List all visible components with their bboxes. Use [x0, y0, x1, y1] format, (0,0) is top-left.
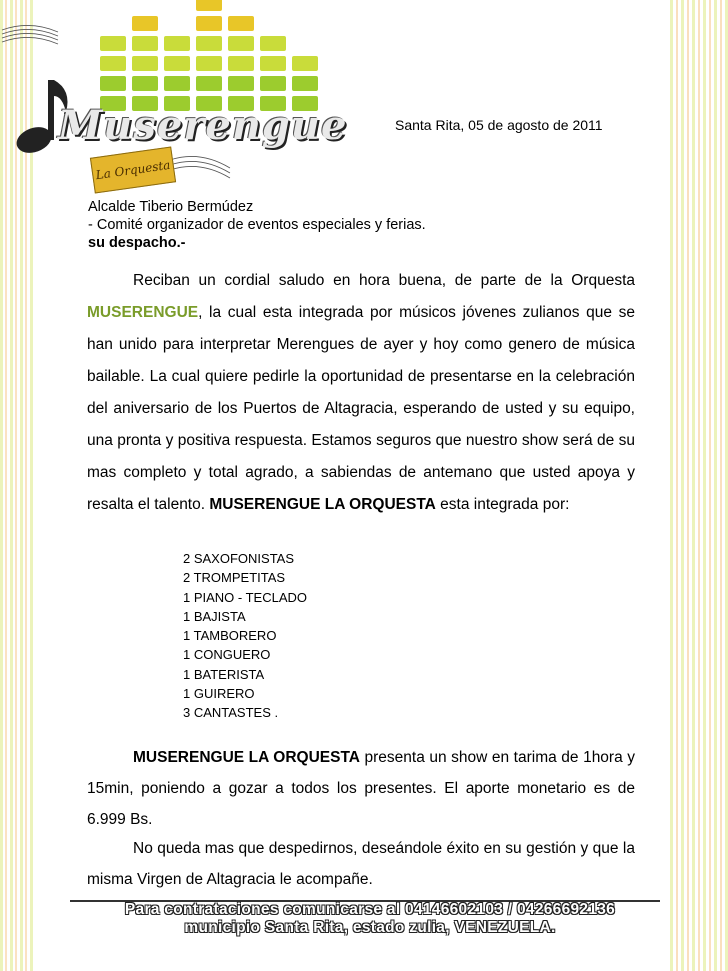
member-item: 1 GUIRERO — [183, 686, 255, 702]
orchestra-name-bold-2: MUSERENGUE LA ORQUESTA — [133, 749, 360, 766]
logo-title: Muserengue — [58, 102, 348, 149]
equalizer-block — [260, 76, 286, 91]
show-text: presenta un show en tarima de 1hora y 15min, poniendo a gozar a todos los presentes. El aporte monetario es de 6.999 Bs. — [87, 749, 636, 828]
equalizer-block — [196, 36, 222, 51]
equalizer-block — [100, 36, 126, 51]
recipient-name: Alcalde Tiberio Bermúdez — [88, 199, 254, 215]
members-list — [183, 549, 307, 723]
equalizer-block — [164, 56, 190, 71]
equalizer-block — [260, 56, 286, 71]
equalizer-block — [132, 56, 158, 71]
orchestra-name-bold: MUSERENGUE LA ORQUESTA — [209, 496, 436, 513]
paragraph-intro — [87, 265, 635, 521]
right-decorative-stripes — [670, 0, 728, 971]
paragraph-show — [87, 742, 635, 835]
letter-date: Santa Rita, 05 de agosto de 2011 — [395, 117, 603, 133]
intro-text: Reciban un cordial saludo en hora buena, de parte de la Orquesta — [133, 272, 635, 289]
muserengue-logo — [0, 0, 348, 200]
equalizer-block — [100, 76, 126, 91]
member-item: 1 PIANO - TECLADO — [183, 589, 308, 605]
equalizer-block — [228, 16, 254, 31]
equalizer-block — [100, 56, 126, 71]
intro-text-continued: , la cual esta integrada por músicos jóvenes zulianos que se han unido para interpretar Merengues de ayer y hoy como genero de música bailable. La cual quiere pedirle la oportunidad de presentarse en la celebración del aniversario de los Puertos de Altagracia, esperando de usted y su equipo, una pronta y positiva respuesta. Estamos seguros que nuestro show será de su mas completo y total agrado, a sabiendas de antemano que usted apoya y resalta el talento. — [87, 304, 635, 513]
equalizer-block — [228, 76, 254, 91]
equalizer-block — [196, 0, 222, 11]
equalizer-block — [196, 56, 222, 71]
intro-text-end: esta integrada por: — [440, 496, 570, 513]
paragraph-closing — [87, 833, 635, 895]
equalizer-block — [164, 76, 190, 91]
equalizer-block — [132, 36, 158, 51]
equalizer-block — [132, 76, 158, 91]
footer-location-line: municipio Santa Rita, estado zulia, VENEZUELA. — [184, 919, 556, 936]
footer-contact — [70, 901, 670, 937]
recipient-block — [88, 198, 426, 252]
member-item: 1 CONGUERO — [183, 647, 271, 663]
equalizer-block — [196, 76, 222, 91]
equalizer-block — [292, 76, 318, 91]
equalizer-block — [132, 16, 158, 31]
member-item: 1 BAJISTA — [183, 608, 246, 624]
member-item: 2 SAXOFONISTAS — [183, 551, 295, 566]
equalizer-block — [228, 56, 254, 71]
equalizer-block — [164, 36, 190, 51]
member-item: 3 CANTASTES . — [183, 705, 279, 721]
closing-text: No queda mas que despedirnos, deseándole éxito en su gestión y que la misma Virgen de Altagracia le acompañe. — [87, 840, 635, 888]
equalizer-block — [292, 56, 318, 71]
member-item: 1 BATERISTA — [183, 666, 265, 682]
equalizer-block — [260, 36, 286, 51]
brand-name: MUSERENGUE — [87, 304, 199, 321]
member-item: 2 TROMPETITAS — [183, 570, 286, 586]
footer-phone-line: Para contrataciones comunicarse al 04146602103 / 04266692136 — [124, 901, 616, 918]
logo-subtitle: La Orquesta — [90, 146, 176, 193]
equalizer-block — [228, 36, 254, 51]
recipient-committee: - Comité organizador de eventos especiales y ferias. — [88, 217, 426, 233]
member-item: 1 TAMBORERO — [183, 628, 277, 644]
recipient-office: su despacho.- — [88, 235, 186, 251]
equalizer-block — [196, 16, 222, 31]
